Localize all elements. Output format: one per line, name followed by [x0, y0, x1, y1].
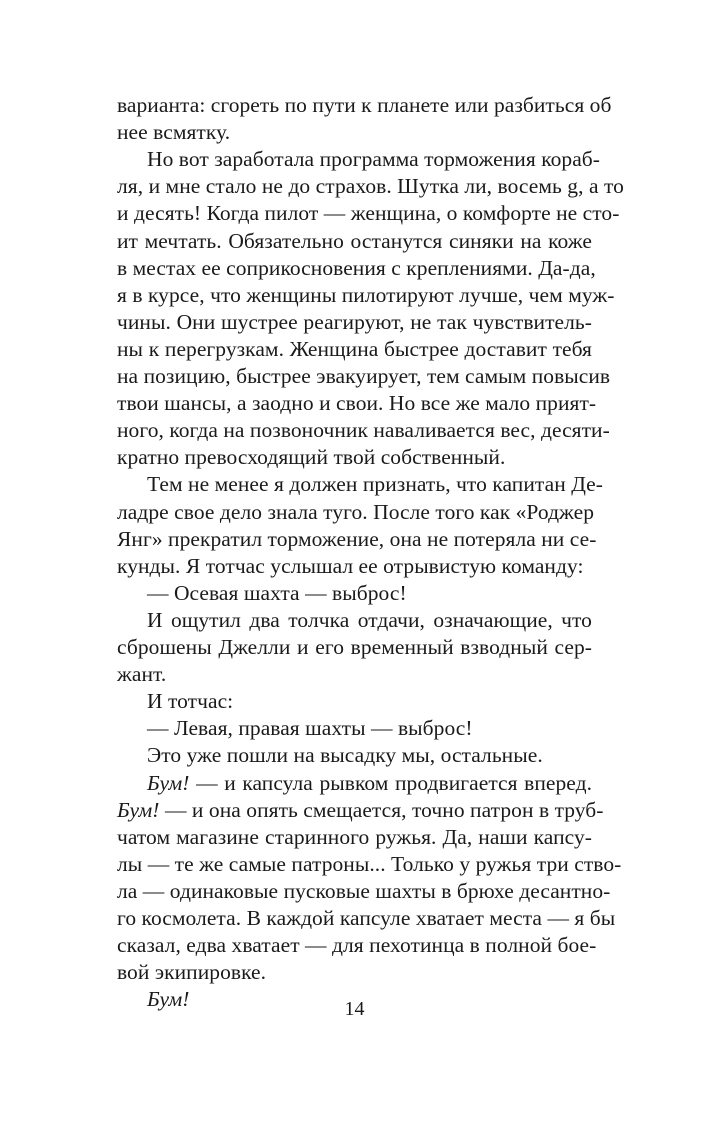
line-text: ны к перегрузкам. Женщина быстрее доставит тебя — [117, 336, 592, 361]
line-text: лы — те же самые патроны... Только у ружья три ство- — [117, 851, 622, 876]
line-text: твои шансы, а заодно и свои. Но все же мало прият- — [117, 391, 597, 416]
line-text: сказал, едва хватает — для пехотинца в полной бое- — [117, 933, 597, 958]
line-text: варианта: сгореть по пути к планете или разбиться об — [117, 93, 612, 117]
line-text: и десять! Когда пилот — женщина, о комфорте не сто- — [117, 201, 620, 226]
line-text: И тотчас: — [147, 689, 234, 714]
text-line — [0, 226, 709, 256]
text-line — [0, 632, 709, 662]
text-line — [0, 605, 709, 635]
line-text: ит мечтать. Обязательно останутся синяки на коже — [117, 228, 592, 253]
italic-word: Бум! — [117, 797, 160, 822]
text-line — [0, 822, 709, 852]
text-line — [0, 930, 709, 960]
text-line — [0, 578, 709, 608]
text-line — [0, 497, 709, 527]
text-line — [0, 957, 709, 987]
line-text: Бум! — [147, 987, 190, 1012]
line-text: ла — одинаковые пусковые шахты в брюхе десантно- — [117, 878, 611, 903]
line-text: Тем не менее я должен признать, что капитан Де- — [147, 472, 603, 497]
line-rest: — и она опять смещается, точно патрон в труб- — [159, 797, 604, 822]
text-line — [0, 171, 709, 201]
italic-word: Бум! — [147, 770, 190, 795]
line-text: ного, когда на позвоночник наваливается вес, десяти- — [117, 418, 610, 443]
text-line — [0, 686, 709, 716]
text-line — [0, 117, 709, 147]
line-text: вой экипировке. — [117, 960, 267, 985]
text-line — [0, 198, 709, 228]
text-line — [0, 442, 709, 472]
line-text: ля, и мне стало не до страхов. Шутка ли, восемь g, а то — [117, 174, 624, 199]
line-text: на позицию, быстрее эвакуирует, тем самым повысив — [117, 364, 611, 388]
text-line — [0, 280, 709, 310]
line-text — [147, 768, 592, 798]
line-text: сброшены Джелли и его временный взводный сер- — [117, 635, 592, 659]
line-text: Это уже пошли на высадку мы, остальные. — [147, 743, 543, 768]
line-text: Янг» прекратил торможение, она не потеряла ни се- — [117, 526, 597, 551]
line-text: нее всмятку. — [117, 120, 231, 145]
text-line — [0, 551, 709, 581]
text-line — [0, 740, 709, 770]
text-line — [0, 876, 709, 906]
text-line — [0, 903, 709, 933]
text-line — [0, 469, 709, 499]
text-line — [0, 253, 709, 283]
text-line — [0, 713, 709, 743]
line-text: Но вот заработала программа торможения кораб- — [147, 147, 601, 172]
line-text: го космолета. В каждой капсуле хватает места — я бы — [117, 906, 616, 930]
line-text: жант. — [117, 662, 167, 687]
line-text: в местах ее соприкосновения с креплениями. Да-да, — [117, 255, 596, 280]
text-line — [0, 849, 709, 879]
line-text: ладре свое дело знала туго. После того как «Роджер — [117, 499, 595, 524]
line-rest: — и капсула рывком продвигается вперед. — [189, 770, 592, 795]
line-text: кунды. Я тотчас услышал ее отрывистую команду: — [117, 553, 584, 578]
line-text: — Осевая шахта — выброс! — [147, 580, 407, 605]
text-line — [0, 659, 709, 689]
text-line — [0, 90, 709, 120]
text-line — [0, 307, 709, 337]
text-line — [0, 768, 709, 798]
line-text: — Левая, правая шахты — выброс! — [147, 716, 473, 741]
line-text: чатом магазине старинного ружья. Да, наши капсу- — [117, 824, 592, 849]
line-text: я в курсе, что женщины пилотируют лучше, чем муж- — [117, 282, 615, 307]
text-line — [0, 795, 709, 825]
line-text: кратно превосходящий твой собственный. — [117, 445, 506, 470]
text-line — [0, 524, 709, 554]
line-text: И ощутил два толчка отдачи, означающие, что — [147, 607, 592, 632]
text-line — [0, 388, 709, 418]
text-line — [0, 361, 709, 391]
line-text — [117, 795, 604, 825]
text-line — [0, 144, 709, 174]
page-number: 14 — [344, 998, 365, 1020]
text-line — [0, 415, 709, 445]
line-text: чины. Они шустрее реагируют, не так чувствитель- — [117, 309, 592, 334]
text-line — [0, 334, 709, 364]
